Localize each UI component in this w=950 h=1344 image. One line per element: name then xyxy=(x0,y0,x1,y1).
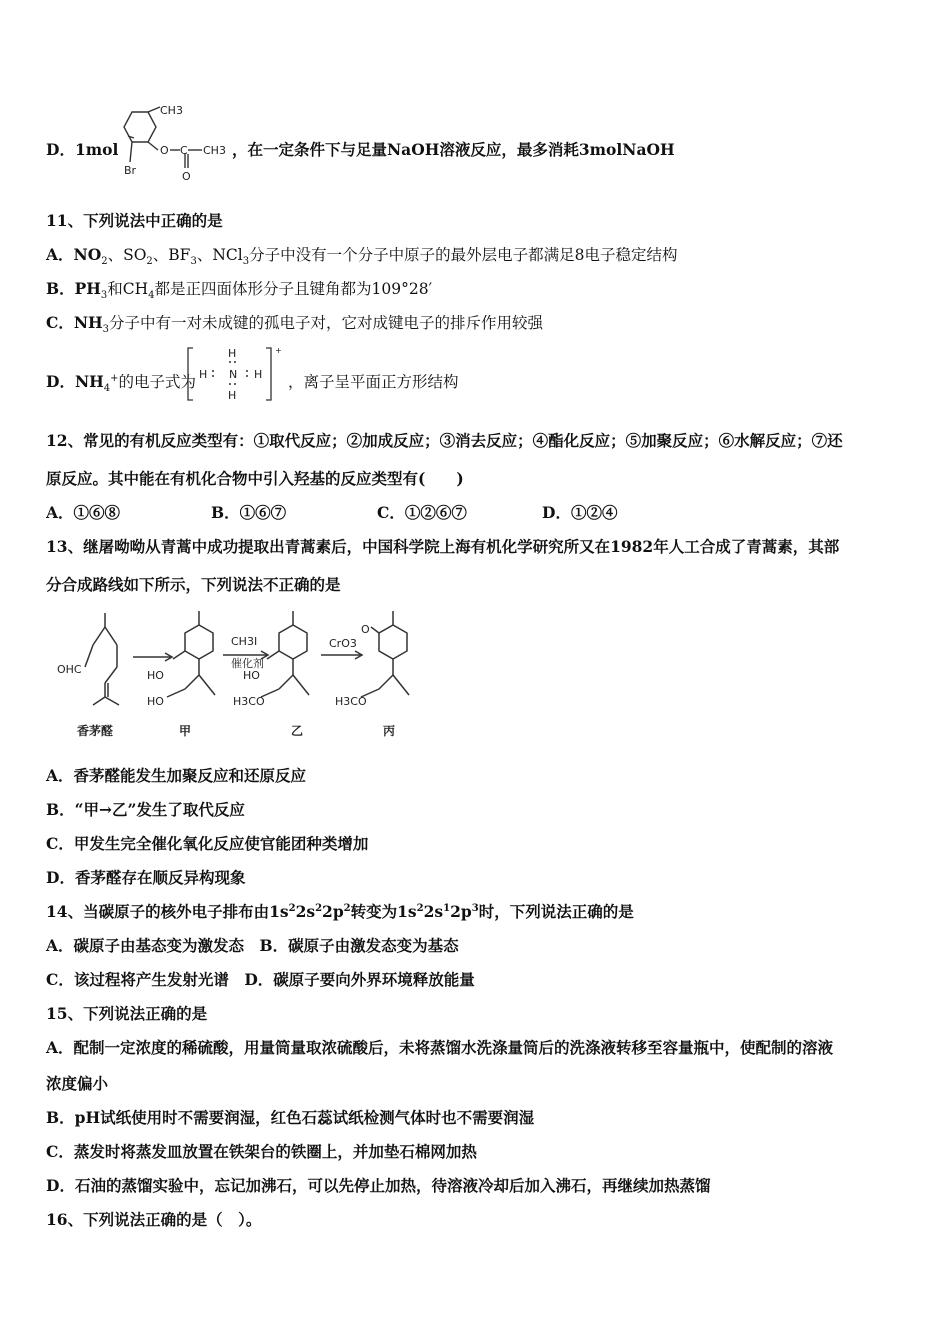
q16-stem: 16、下列说法正确的是（ ）。 xyxy=(46,1210,262,1229)
q13-synthesis-scheme xyxy=(55,605,435,745)
q12-option-c: C．①②⑥⑦ xyxy=(377,503,467,522)
q13-option-c: C．甲发生完全催化氧化反应使官能团种类增加 xyxy=(46,834,369,853)
carbonyl-o-label: O xyxy=(182,170,191,183)
q11-option-d: D．$NH_4^+$的电子式为 xyxy=(46,372,197,395)
name-jia: 甲 xyxy=(179,724,192,738)
q12-option-a: A．①⑥⑧ xyxy=(46,503,121,522)
h3co1-label: H3CO xyxy=(233,695,265,708)
carbon-label: C xyxy=(180,144,188,157)
ho2-label: HO xyxy=(147,695,164,708)
ho1-label: HO xyxy=(147,669,164,682)
reagent2-label: CrO3 xyxy=(329,637,357,650)
reagent1-bottom: 催化剂 xyxy=(231,657,264,670)
nh4-lewis-structure xyxy=(186,345,286,403)
q11-option-b: B．$PH_3$和$CH_4$都是正四面体形分子且键角都为109°28′ xyxy=(46,279,433,302)
methyl-label: CH3 xyxy=(160,104,183,117)
q10-structure xyxy=(110,100,235,185)
q11-stem: 11、下列说法中正确的是 xyxy=(46,211,223,230)
q13-option-b: B．“甲→乙”发生了取代反应 xyxy=(46,800,245,819)
methyl2-label: CH3 xyxy=(203,144,226,157)
reagent1-top: CH3I xyxy=(231,635,258,648)
h-bottom: H xyxy=(228,389,237,402)
q15-option-d: D．石油的蒸馏实验中，忘记加沸石，可以先停止加热，待溶液冷却后加入沸石，再继续加热蒸馏 xyxy=(46,1176,711,1195)
charge: + xyxy=(275,346,282,355)
q12-line2: 原反应。其中能在有机化合物中引入羟基的反应类型有( ) xyxy=(46,469,464,488)
q13-line2: 分合成路线如下所示，下列说法不正确的是 xyxy=(46,575,341,594)
q15-option-c: C．蒸发时将蒸发皿放置在铁架台的铁圈上，并加垫石棉网加热 xyxy=(46,1142,477,1161)
q14-options-row2: C．该过程将产生发射光谱 D．碳原子要向外界环境释放能量 xyxy=(46,970,475,989)
q10-option-d-prefix: D．1mol xyxy=(46,140,119,159)
q12-option-d: D．①②④ xyxy=(542,503,618,522)
name-bing: 丙 xyxy=(383,724,396,738)
h-top: H xyxy=(228,347,237,360)
q15-option-a-line1: A．配制一定浓度的稀硫酸，用量筒量取浓硫酸后，未将蒸馏水洗涤量筒后的洗涤液转移至容量瓶中，使配制的溶液 xyxy=(46,1038,834,1057)
oxy-label: O xyxy=(160,144,169,157)
q11-option-a: A．$NO_2$、$SO_2$、$BF_3$、NCl$_3$分子中没有一个分子中原子的最外层电子都满足8电子稳定结构 xyxy=(46,245,678,268)
q13-line1: 13、继屠呦呦从青蒿中成功提取出青蒿素后，中国科学院上海有机化学研究所又在1982年人工合成了青蒿素，其部 xyxy=(46,537,840,556)
h-left: H xyxy=(199,368,208,381)
q12-line1: 12、常见的有机反应类型有：①取代反应；②加成反应；③消去反应；④酯化反应；⑤加聚反应；⑥水解反应；⑦还 xyxy=(46,431,843,450)
q11-option-c: C．$NH_3$分子中有一对未成键的孤电子对，它对成键电子的排斥作用较强 xyxy=(46,313,544,336)
n-atom: N xyxy=(229,368,238,381)
ohc-label: OHC xyxy=(57,663,82,676)
name-citronellal: 香茅醛 xyxy=(77,724,114,738)
q10-option-d-suffix: ，在一定条件下与足量NaOH溶液反应，最多消耗3molNaOH xyxy=(232,140,675,159)
o-ketone-label: O xyxy=(361,623,370,636)
q13-option-a: A．香茅醛能发生加聚反应和还原反应 xyxy=(46,766,307,785)
name-yi: 乙 xyxy=(291,724,304,738)
q13-option-d: D．香茅醛存在顺反异构现象 xyxy=(46,868,246,887)
q15-option-b: B．pH试纸使用时不需要润湿，红色石蕊试纸检测气体时也不需要润湿 xyxy=(46,1108,535,1127)
q12-option-b: B．①⑥⑦ xyxy=(211,503,287,522)
q14-stem: 14、当碳原子的核外电子排布由$1s^22s^22p^2$转变为$1s^22s^12p^3$时，下列说法正确的是 xyxy=(46,902,634,921)
bromo-label: Br xyxy=(124,164,137,177)
q15-stem: 15、下列说法正确的是 xyxy=(46,1004,208,1023)
h-right: H xyxy=(254,368,263,381)
ho3-label: HO xyxy=(243,669,260,682)
h3co2-label: H3CO xyxy=(335,695,367,708)
q14-options-row1: A．碳原子由基态变为激发态 B．碳原子由激发态变为基态 xyxy=(46,936,459,955)
q15-option-a-line2: 浓度偏小 xyxy=(46,1074,109,1093)
q11-option-d-suffix: ，离子呈平面正方形结构 xyxy=(288,373,459,391)
